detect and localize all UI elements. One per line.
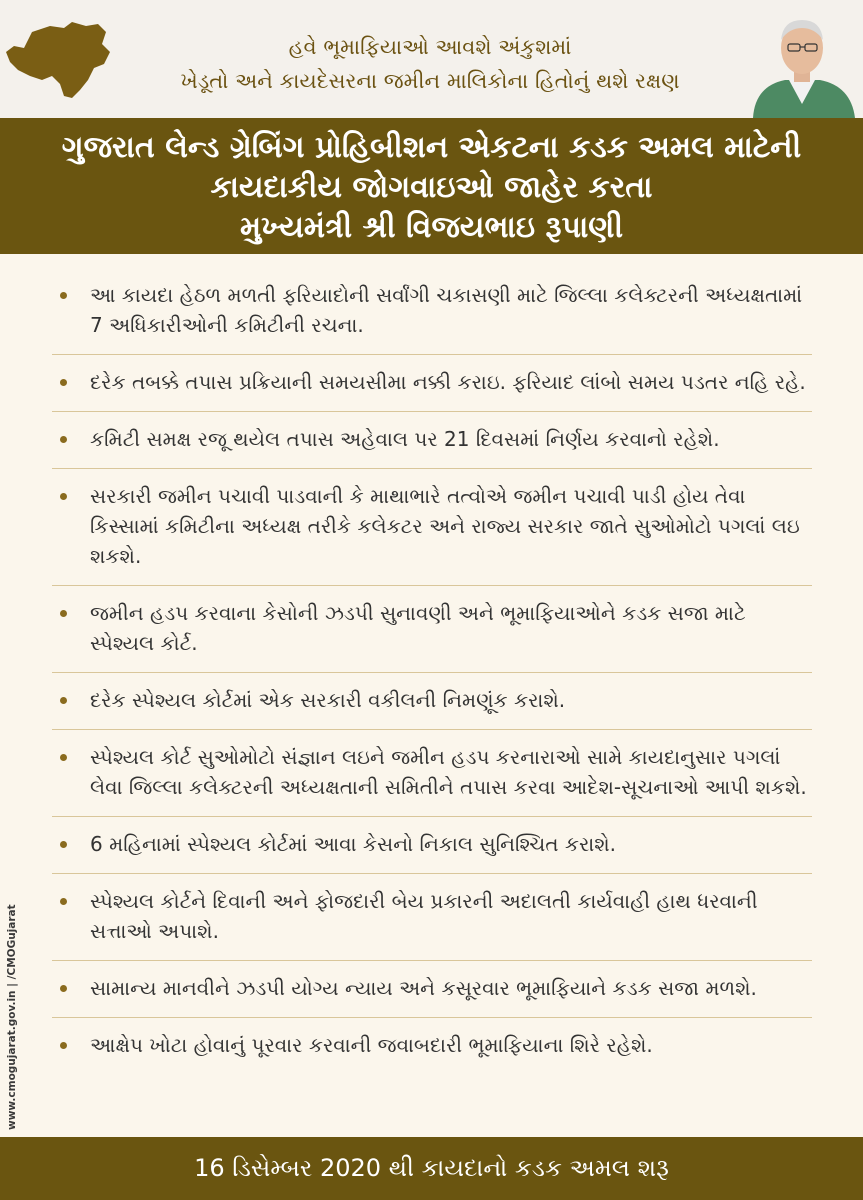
header-text bbox=[120, 30, 740, 98]
bullet-icon bbox=[60, 610, 67, 617]
bullet-icon bbox=[60, 985, 67, 992]
list-item-text: આ કાયદા હેઠળ મળતી ફરિયાદોની સર્વાંગી ચકાસણી માટે જિલ્લા કલેક્ટરની અધ્યક્ષતામાં 7 અધિકારીઓની કમિટીની રચના. bbox=[90, 283, 803, 337]
list-item-text: આક્ષેપ ખોટા હોવાનું પૂરવાર કરવાની જવાબદારી ભૂમાફિયાના શિરે રહેશે. bbox=[90, 1033, 653, 1057]
list-item bbox=[52, 268, 812, 355]
banner-line-2: કાયદાકીય જોગવાઇઓ જાહેર કરતા bbox=[210, 170, 653, 205]
bullet-icon bbox=[60, 697, 67, 704]
list-item-text: કમિટી સમક્ષ રજૂ થયેલ તપાસ અહેવાલ પર 21 દિવસમાં નિર્ણય કરવાનો રહેશે. bbox=[90, 427, 720, 451]
footer-text: 16 ડિસેમ્બર 2020 થી કાયદાનો કડક અમલ શરૂ bbox=[194, 1154, 669, 1182]
list-item bbox=[52, 412, 812, 469]
list-item bbox=[52, 817, 812, 874]
list-item-text: સ્પેશ્યલ કોર્ટને દિવાની અને ફોજદારી બેય પ્રકારની અદાલતી કાર્યવાહી હાથ ધરવાની સત્તાઓ અપાશે. bbox=[90, 889, 758, 943]
list-item bbox=[52, 874, 812, 961]
banner-line-1: ગુજરાત લેન્ડ ગ્રેબિંગ પ્રોહિબીશન એકટના કડક અમલ માટેની bbox=[61, 130, 802, 165]
bullet-icon bbox=[60, 436, 67, 443]
website-social-text: www.cmogujarat.gov.in | /CMOGujarat bbox=[6, 904, 18, 1130]
title-banner bbox=[0, 118, 863, 254]
list-item bbox=[52, 469, 812, 586]
header-line-2: ખેડૂતો અને કાયદેસરના જમીન માલિકોના હિતોનું થશે રક્ષણ bbox=[180, 69, 680, 93]
list-item-text: સામાન્ય માનવીને ઝડપી યોગ્ય ન્યાય અને કસૂરવાર ભૂમાફિયાને કડક સજા મળશે. bbox=[90, 976, 757, 1000]
list-item bbox=[52, 961, 812, 1018]
bullet-icon bbox=[60, 292, 67, 299]
list-item bbox=[52, 673, 812, 730]
list-item bbox=[52, 730, 812, 817]
website-social-note bbox=[2, 858, 24, 1130]
bullet-icon bbox=[60, 493, 67, 500]
chief-minister-portrait bbox=[745, 8, 860, 118]
list-item bbox=[52, 1018, 812, 1074]
list-item bbox=[52, 355, 812, 412]
bullet-icon bbox=[60, 379, 67, 386]
header-line-1: હવે ભૂમાફિયાઓ આવશે અંકુશમાં bbox=[288, 35, 572, 59]
gujarat-map-icon bbox=[2, 18, 122, 108]
header bbox=[0, 0, 863, 118]
bullet-icon bbox=[60, 841, 67, 848]
list-item bbox=[52, 586, 812, 673]
bullet-icon bbox=[60, 754, 67, 761]
banner-line-3: મુખ્યમંત્રી શ્રી વિજયભાઇ રૂપાણી bbox=[239, 210, 624, 245]
list-item-text: જમીન હડપ કરવાના કેસોની ઝડપી સુનાવણી અને ભૂમાફિયાઓને કડક સજા માટે સ્પેશ્યલ કોર્ટ. bbox=[90, 601, 746, 655]
list-item-text: દરેક સ્પેશ્યલ કોર્ટમાં એક સરકારી વકીલની નિમણૂંક કરાશે. bbox=[90, 688, 566, 712]
footer-banner bbox=[0, 1137, 863, 1200]
bullet-icon bbox=[60, 1042, 67, 1049]
list-item-text: દરેક તબક્કે તપાસ પ્રક્રિયાની સમયસીમા નક્કી કરાઇ. ફરિયાદ લાંબો સમય પડતર નહિ રહે. bbox=[90, 370, 806, 394]
list-item-text: સરકારી જમીન પચાવી પાડવાની કે માથાભારે તત્વોએ જમીન પચાવી પાડી હોય તેવા કિસ્સામાં કમિટીના અધ્યક્ષ તરીકે કલેકટર અને રાજ્ય સરકાર જાતે સુઓમોટો પગલાં લઇ શકશે. bbox=[90, 484, 800, 568]
list-item-text: 6 મહિનામાં સ્પેશ્યલ કોર્ટમાં આવા કેસનો નિકાલ સુનિશ્ચિત કરાશે. bbox=[90, 832, 617, 856]
list-item-text: સ્પેશ્યલ કોર્ટ સુઓમોટો સંજ્ઞાન લઇને જમીન હડપ કરનારાઓ સામે કાયદાનુસાર પગલાં લેવા જિલ્લા કલેક્ટરની અધ્યક્ષતાની સમિતીને તપાસ કરવા આદેશ-સૂચનાઓ આપી શકશે. bbox=[90, 745, 807, 799]
bullet-icon bbox=[60, 898, 67, 905]
provisions-list bbox=[52, 268, 812, 1074]
